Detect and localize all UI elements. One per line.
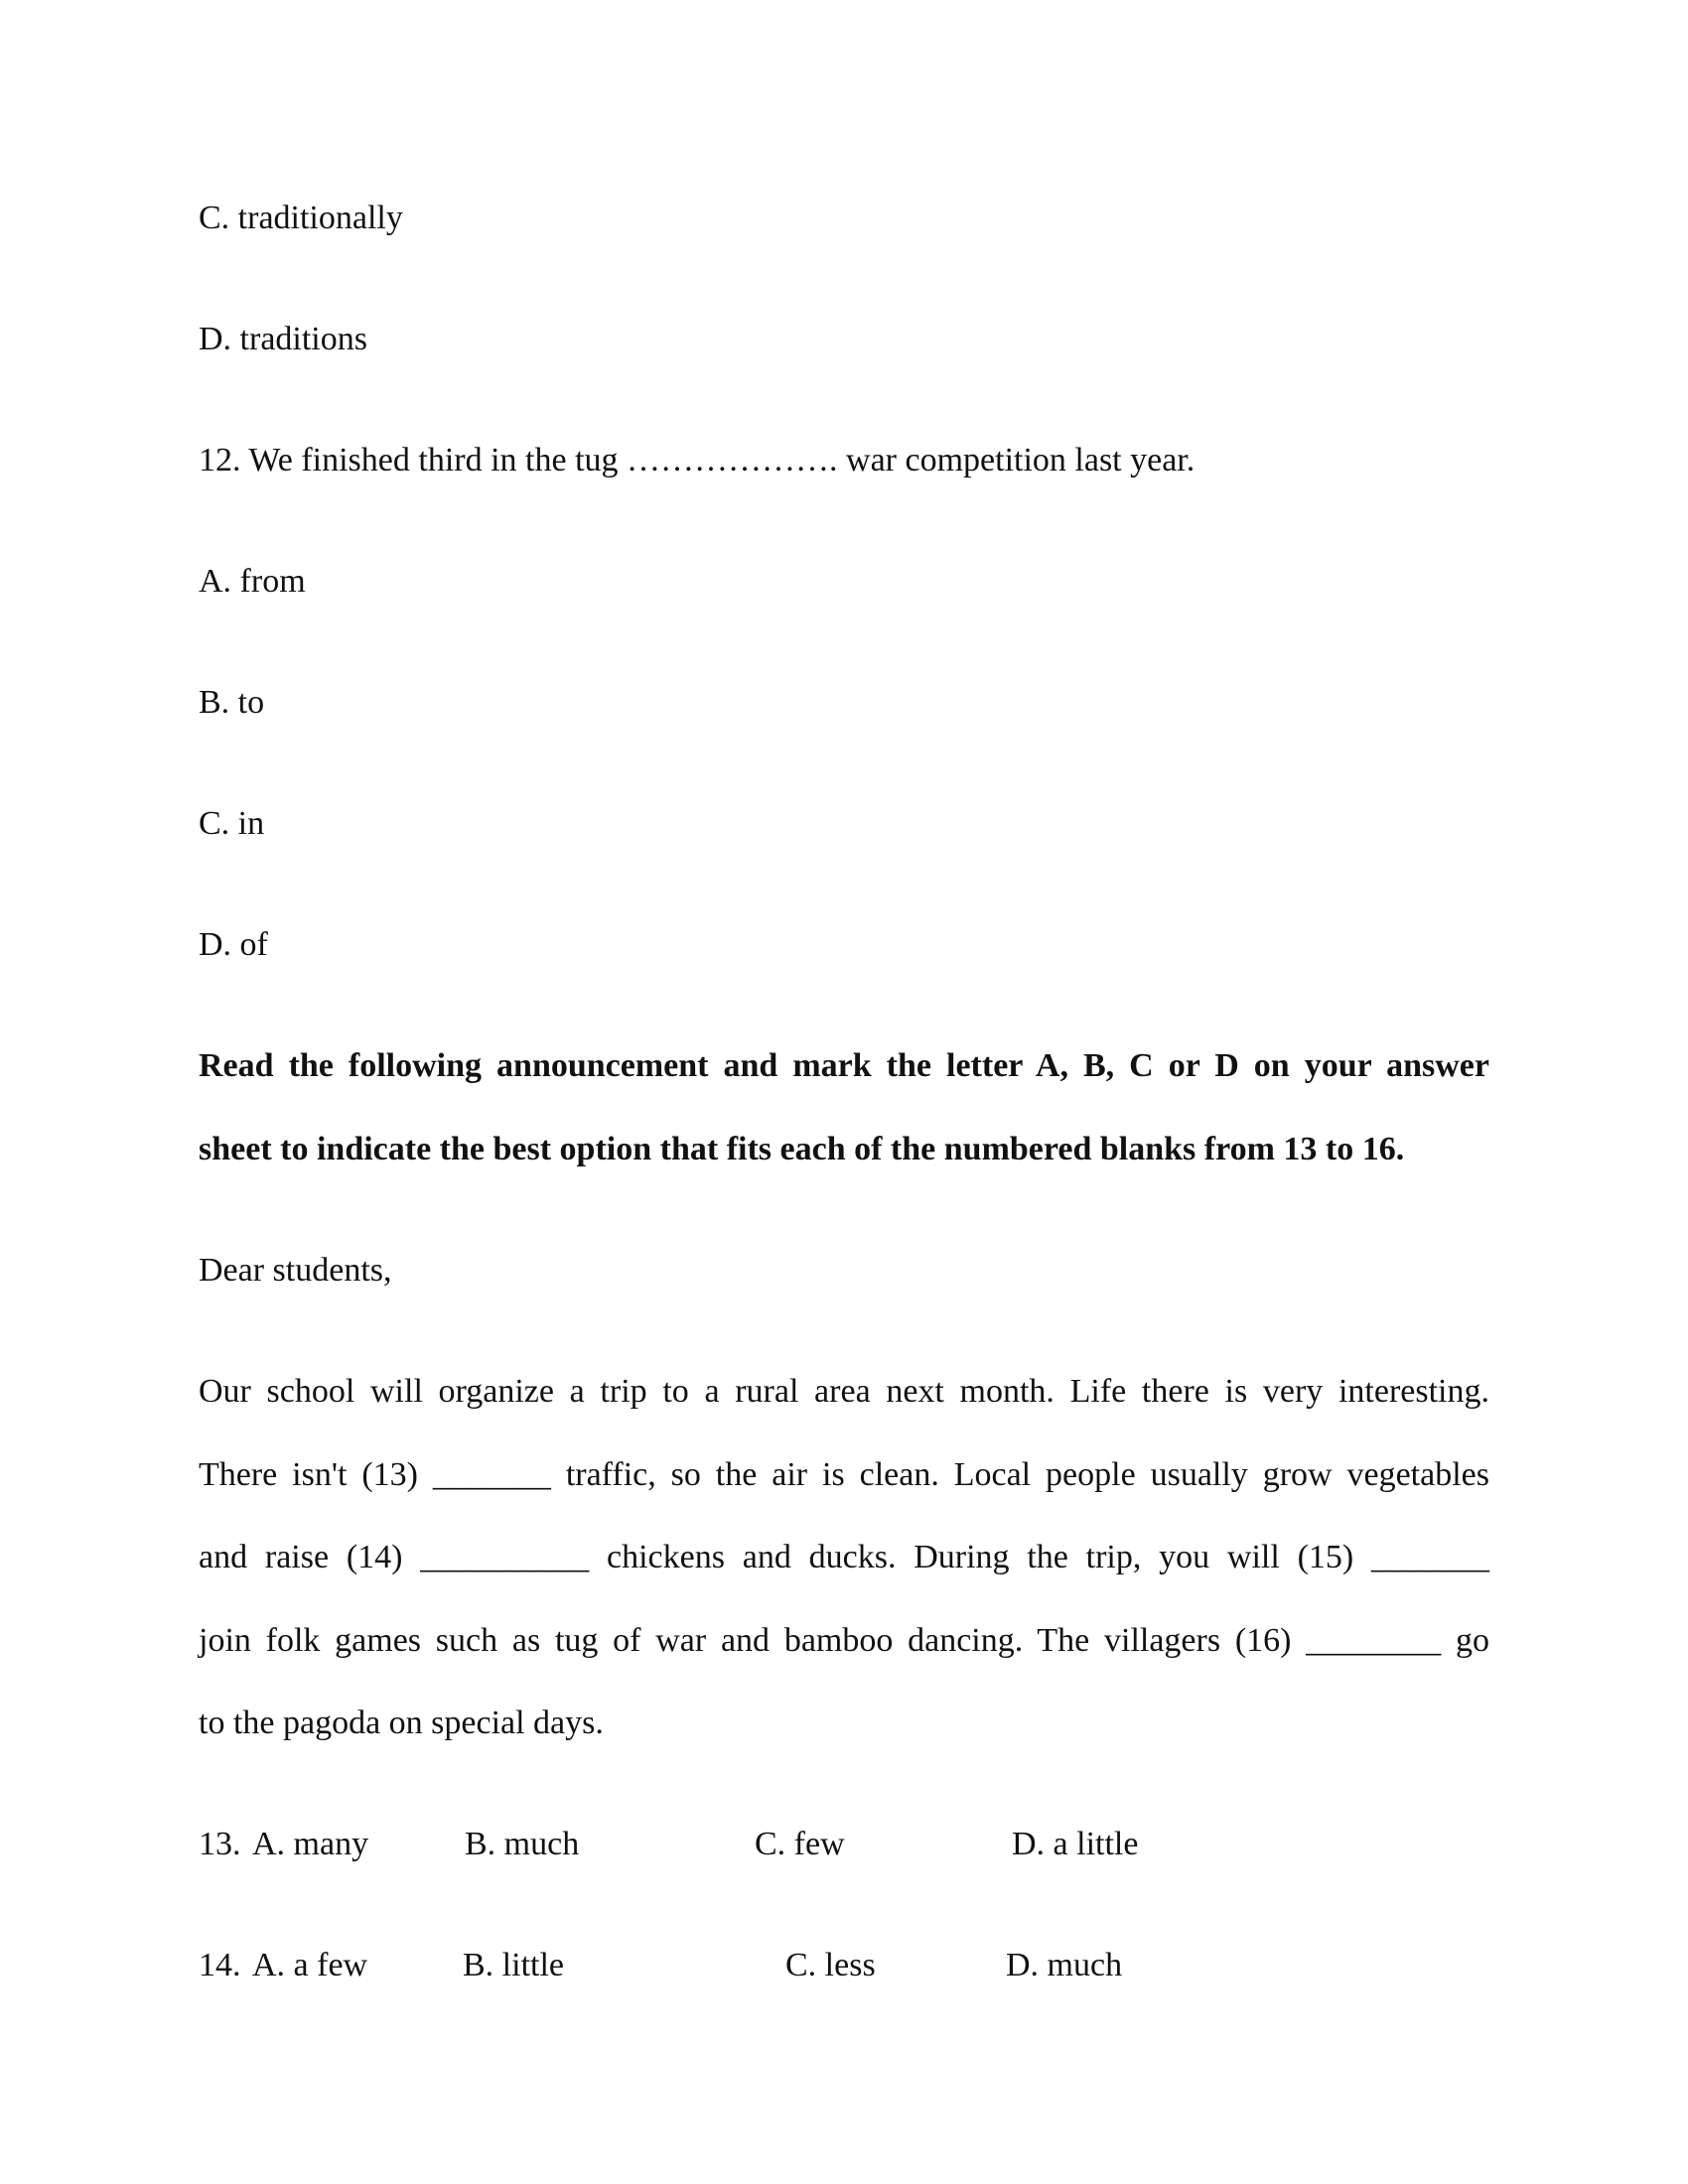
announcement-line-5: to the pagoda on special days. — [199, 1705, 604, 1741]
announcement-line-4: join folk games such as tug of war and bamboo dancing. The villagers (16) ________ go — [199, 1622, 1489, 1659]
announcement-line-1: Our school will organize a trip to a rural area next month. Life there is very interesting. — [199, 1373, 1489, 1410]
q14-option-b: B. little — [463, 1947, 564, 1983]
announcement-line-2: There isn't (13) _______ traffic, so the air is clean. Local people usually grow vegetables — [199, 1456, 1489, 1493]
q12-option-d: D. of — [199, 926, 268, 963]
announcement-greeting: Dear students, — [199, 1252, 392, 1289]
q13-number: 13. — [199, 1826, 241, 1862]
q12-question: 12. We finished third in the tug ………………. war competition last year. — [199, 442, 1196, 478]
q13-option-a: A. many — [252, 1826, 369, 1862]
q13-option-c: C. few — [755, 1826, 845, 1862]
q14-option-c: C. less — [785, 1947, 876, 1983]
announcement-line-3: and raise (14) __________ chickens and ducks. During the trip, you will (15) _______ — [199, 1539, 1489, 1575]
q14-option-d: D. much — [1006, 1947, 1123, 1983]
q14-number: 14. — [199, 1947, 241, 1983]
q14-option-a: A. a few — [252, 1947, 368, 1983]
q12-option-c: C. in — [199, 805, 265, 842]
q12-option-b: B. to — [199, 684, 265, 721]
q11-option-c: C. traditionally — [199, 200, 403, 236]
q13-option-d: D. a little — [1012, 1826, 1139, 1862]
instruction-line-2: sheet to indicate the best option that fits each of the numbered blanks from 13 to 16. — [199, 1131, 1405, 1167]
q13-option-b: B. much — [465, 1826, 580, 1862]
q12-option-a: A. from — [199, 563, 306, 600]
q11-option-d: D. traditions — [199, 321, 367, 357]
instruction-line-1: Read the following announcement and mark the letter A, B, C or D on your answer — [199, 1047, 1489, 1084]
